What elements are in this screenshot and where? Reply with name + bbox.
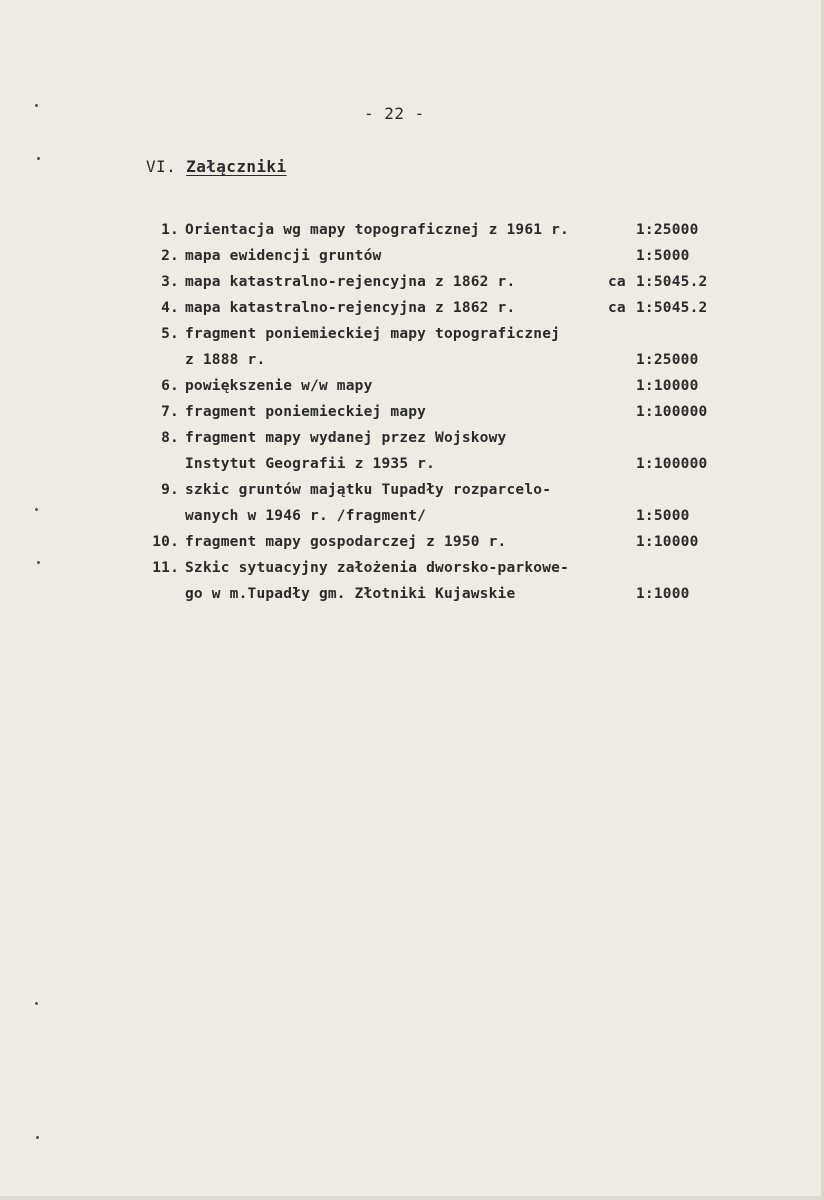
- attachment-item-continuation: [130, 581, 750, 607]
- attachment-scale: 1:25000: [636, 352, 699, 368]
- attachment-item: [130, 321, 750, 347]
- attachment-scale: 1:5000: [636, 508, 690, 524]
- attachment-description: fragment poniemieckiej mapy topograficznej: [185, 326, 561, 342]
- attachment-number: 3.: [161, 274, 179, 290]
- margin-speck: [35, 508, 38, 511]
- attachment-description: mapa katastralno-rejencyjna z 1862 r.: [185, 300, 516, 316]
- attachment-scale-prefix: ca: [608, 274, 626, 290]
- page-edge-bottom: [0, 1196, 824, 1200]
- attachment-number: 6.: [161, 378, 179, 394]
- margin-speck: [37, 157, 40, 160]
- attachment-description: szkic gruntów majątku Tupadły rozparcelo-: [185, 482, 552, 498]
- attachment-description: Instytut Geografii z 1935 r.: [185, 456, 436, 472]
- attachment-description: fragment mapy gospodarczej z 1950 r.: [185, 534, 507, 550]
- attachment-description: powiększenie w/w mapy: [185, 378, 373, 394]
- attachment-scale: 1:100000: [636, 456, 708, 472]
- attachment-scale: 1:1000: [636, 586, 690, 602]
- attachment-item: [130, 477, 750, 503]
- attachment-description: mapa katastralno-rejencyjna z 1862 r.: [185, 274, 516, 290]
- attachment-scale: 1:100000: [636, 404, 708, 420]
- margin-speck: [37, 561, 40, 564]
- attachment-item: [130, 217, 750, 243]
- attachment-description: wanych w 1946 r. /fragment/: [185, 508, 427, 524]
- margin-speck: [36, 1136, 39, 1139]
- attachment-description: fragment poniemieckiej mapy: [185, 404, 427, 420]
- attachment-item: [130, 399, 750, 425]
- attachment-description: Szkic sytuacyjny założenia dworsko-parkowe-: [185, 560, 569, 576]
- section-title: Załączniki: [186, 157, 287, 176]
- attachment-scale: 1:25000: [636, 222, 699, 238]
- attachment-description: z 1888 r.: [185, 352, 266, 368]
- attachment-scale: 1:10000: [636, 378, 699, 394]
- attachment-item: [130, 529, 750, 555]
- page-number: - 22 -: [364, 104, 425, 123]
- attachment-number: 10.: [152, 534, 179, 550]
- attachment-number: 4.: [161, 300, 179, 316]
- attachment-item-continuation: [130, 347, 750, 373]
- attachment-scale: 1:5045.2: [636, 300, 708, 316]
- attachment-scale: 1:10000: [636, 534, 699, 550]
- attachment-scale: 1:5000: [636, 248, 690, 264]
- attachment-item: [130, 295, 750, 321]
- attachment-item: [130, 269, 750, 295]
- attachment-description: go w m.Tupadły gm. Złotniki Kujawskie: [185, 586, 516, 602]
- attachment-item: [130, 555, 750, 581]
- attachment-number: 1.: [161, 222, 179, 238]
- section-heading: [146, 157, 286, 176]
- attachment-number: 9.: [161, 482, 179, 498]
- attachments-list: [130, 217, 750, 607]
- attachment-item: [130, 243, 750, 269]
- attachment-item: [130, 425, 750, 451]
- margin-speck: [35, 104, 38, 107]
- attachment-number: 8.: [161, 430, 179, 446]
- attachment-description: mapa ewidencji gruntów: [185, 248, 382, 264]
- attachment-item-continuation: [130, 451, 750, 477]
- attachment-number: 2.: [161, 248, 179, 264]
- attachment-description: fragment mapy wydanej przez Wojskowy: [185, 430, 507, 446]
- attachment-item-continuation: [130, 503, 750, 529]
- section-number: VI.: [146, 157, 177, 176]
- attachment-number: 7.: [161, 404, 179, 420]
- attachment-description: Orientacja wg mapy topograficznej z 1961 r.: [185, 222, 569, 238]
- attachment-scale: 1:5045.2: [636, 274, 708, 290]
- attachment-number: 11.: [152, 560, 179, 576]
- attachment-item: [130, 373, 750, 399]
- attachment-scale-prefix: ca: [608, 300, 626, 316]
- attachment-number: 5.: [161, 326, 179, 342]
- margin-speck: [35, 1002, 38, 1005]
